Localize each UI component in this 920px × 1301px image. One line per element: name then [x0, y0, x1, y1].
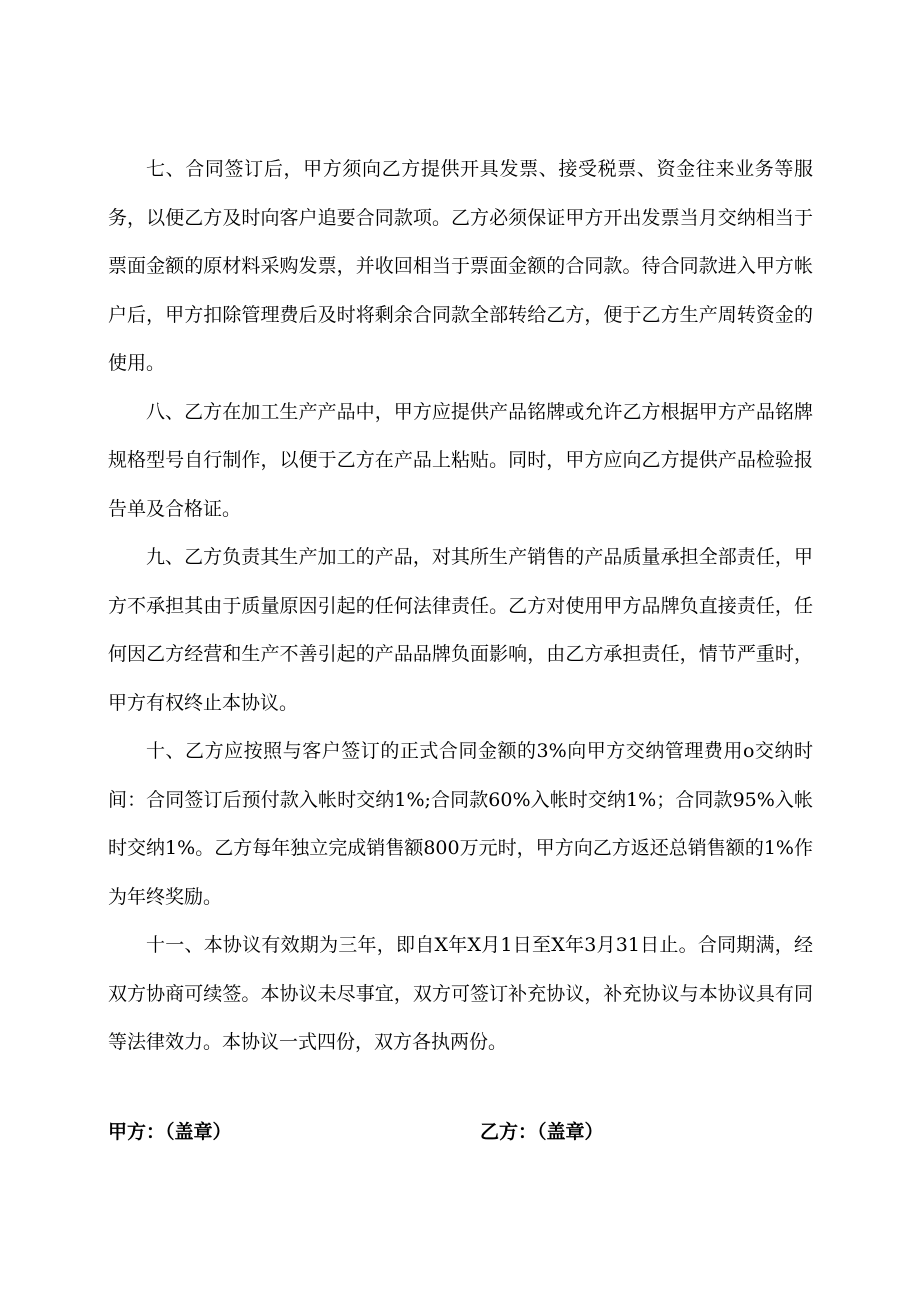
clause-10: 十、乙方应按照与客户签订的正式合同金额的3%向甲方交纳管理费用o交纳时间：合同签订后预付款入帐时交纳1%;合同款60%入帐时交纳1%；合同款95%入帐时交纳1%。乙方每年独立完成销售额800万元时，甲方向乙方返还总销售额的1%作为年终奖励。 [108, 740, 813, 908]
party-b-signature: 乙方：（盖章） [480, 1121, 604, 1143]
clause-11: 十一、本协议有效期为三年，即自X年X月1日至X年3月31日止。合同期满，经双方协商可续签。本协议未尽事宜，双方可签订补充协议，补充协议与本协议具有同等法律效力。本协议一式四份，双方各执两份。 [108, 934, 813, 1053]
clause-8: 八、乙方在加工生产产品中，甲方应提供产品铭牌或允许乙方根据甲方产品铭牌规格型号自行制作，以便于乙方在产品上粘贴。同时，甲方应向乙方提供产品检验报告单及合格证。 [108, 400, 813, 520]
clause-7: 七、合同签订后，甲方须向乙方提供开具发票、接受税票、资金往来业务等服务，以便乙方及时向客户追要合同款项。乙方必须保证甲方开出发票当月交纳相当于票面金额的原材料采购发票，并收回相当于票面金额的合同款。待合同款进入甲方帐户后，甲方扣除管理费后及时将剩余合同款全部转给乙方，便于乙方生产周转资金的使用。 [108, 158, 813, 374]
signature-block [108, 1116, 813, 1148]
contract-body [108, 145, 813, 1067]
clause-9: 九、乙方负责其生产加工的产品，对其所生产销售的产品质量承担全部责任，甲方不承担其由于质量原因引起的任何法律责任。乙方对使用甲方品牌负直接责任，任何因乙方经营和生产不善引起的产品品牌负面影响，由乙方承担责任，情节严重时，甲方有权终止本协议。 [108, 546, 813, 714]
party-a-signature: 甲方：（盖章） [108, 1121, 232, 1143]
